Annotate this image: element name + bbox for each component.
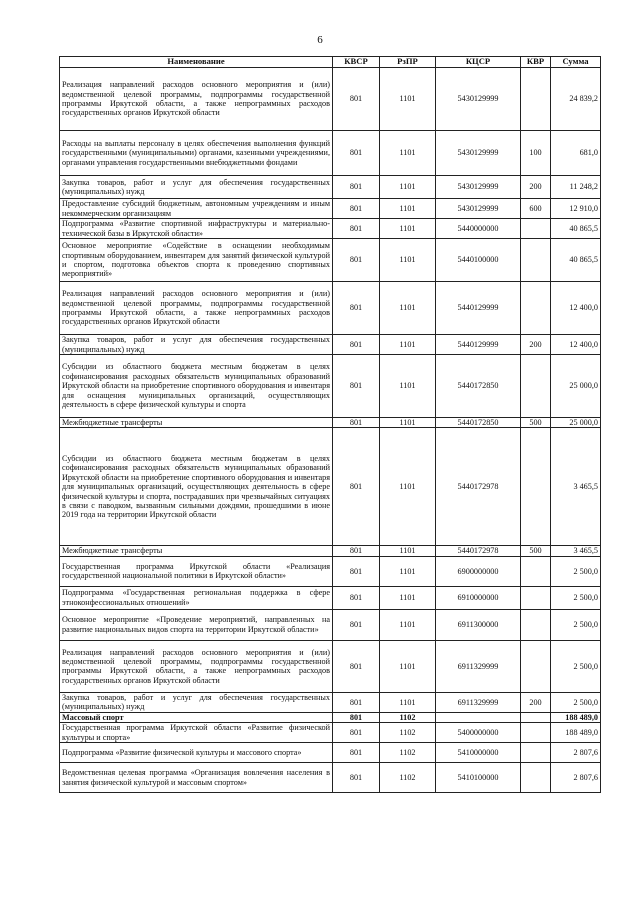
table-body bbox=[60, 68, 601, 793]
cell-kvr: 500 bbox=[521, 546, 551, 556]
cell-kvsr: 801 bbox=[333, 586, 380, 609]
cell-rzpr: 1101 bbox=[380, 428, 436, 546]
cell-kcsr: 5440100000 bbox=[436, 239, 521, 282]
table-row bbox=[60, 743, 601, 763]
header-name: Наименование bbox=[60, 57, 333, 68]
cell-rzpr: 1101 bbox=[380, 131, 436, 176]
cell-rzpr: 1102 bbox=[380, 743, 436, 763]
cell-kcsr: 5400000000 bbox=[436, 723, 521, 743]
cell-kcsr: 5440000000 bbox=[436, 219, 521, 239]
table-row bbox=[60, 640, 601, 692]
cell-name: Закупка товаров, работ и услуг для обеспечения государственных (муниципальных) нужд bbox=[60, 176, 333, 199]
cell-kvr: 200 bbox=[521, 176, 551, 199]
cell-sum: 25 000,0 bbox=[551, 418, 601, 428]
cell-kvsr: 801 bbox=[333, 335, 380, 355]
cell-kcsr: 5430129999 bbox=[436, 199, 521, 219]
table-row bbox=[60, 219, 601, 239]
cell-kvsr: 801 bbox=[333, 219, 380, 239]
cell-kvr bbox=[521, 723, 551, 743]
cell-name: Подпрограмма «Развитие спортивной инфраструктуры и материально- технической базы в Иркутской области» bbox=[60, 219, 333, 239]
header-kvr: КВР bbox=[521, 57, 551, 68]
cell-kvsr: 801 bbox=[333, 640, 380, 692]
table-row bbox=[60, 546, 601, 556]
cell-rzpr: 1101 bbox=[380, 692, 436, 712]
cell-kcsr: 6911329999 bbox=[436, 640, 521, 692]
header-kcsr: КЦСР bbox=[436, 57, 521, 68]
cell-kvr bbox=[521, 556, 551, 586]
cell-kcsr: 6911300000 bbox=[436, 609, 521, 640]
cell-rzpr: 1101 bbox=[380, 355, 436, 418]
cell-kvr: 600 bbox=[521, 199, 551, 219]
cell-sum: 40 865,5 bbox=[551, 219, 601, 239]
cell-rzpr: 1101 bbox=[380, 176, 436, 199]
cell-kcsr: 5440129999 bbox=[436, 282, 521, 335]
cell-sum: 2 807,6 bbox=[551, 743, 601, 763]
cell-name: Основное мероприятие «Содействие в оснащении необходимым спортивным оборудованием, инвентарем для занятий физической культурой и спортом, подготовка объектов спорта к проведению спортивных мероприятий» bbox=[60, 239, 333, 282]
cell-kcsr bbox=[436, 712, 521, 722]
table-row bbox=[60, 692, 601, 712]
cell-kvsr: 801 bbox=[333, 743, 380, 763]
cell-name: Межбюджетные трансферты bbox=[60, 418, 333, 428]
cell-kcsr: 5430129999 bbox=[436, 131, 521, 176]
table-row bbox=[60, 355, 601, 418]
cell-kcsr: 5410100000 bbox=[436, 763, 521, 793]
cell-kvsr: 801 bbox=[333, 428, 380, 546]
cell-kvsr: 801 bbox=[333, 763, 380, 793]
cell-name: Закупка товаров, работ и услуг для обеспечения государственных (муниципальных) нужд bbox=[60, 692, 333, 712]
cell-name: Предоставление субсидий бюджетным, автономным учреждениям и иным некоммерческим организациям bbox=[60, 199, 333, 219]
cell-rzpr: 1102 bbox=[380, 712, 436, 722]
cell-rzpr: 1101 bbox=[380, 219, 436, 239]
cell-sum: 2 500,0 bbox=[551, 609, 601, 640]
cell-rzpr: 1102 bbox=[380, 723, 436, 743]
table-row bbox=[60, 556, 601, 586]
cell-kvr: 200 bbox=[521, 692, 551, 712]
cell-kvr bbox=[521, 712, 551, 722]
cell-sum: 12 910,0 bbox=[551, 199, 601, 219]
table-row bbox=[60, 712, 601, 722]
cell-kvr bbox=[521, 239, 551, 282]
cell-name: Реализация направлений расходов основного мероприятия и (или) ведомственной целевой программы, подпрограммы государственной программы Иркутской области, а также непрограммных расходов государственных органов Иркутской области bbox=[60, 640, 333, 692]
cell-rzpr: 1101 bbox=[380, 239, 436, 282]
cell-name: Подпрограмма «Государственная региональная поддержка в сфере этноконфессиональных отношений» bbox=[60, 586, 333, 609]
table-row bbox=[60, 239, 601, 282]
cell-sum: 2 807,6 bbox=[551, 763, 601, 793]
cell-rzpr: 1101 bbox=[380, 556, 436, 586]
cell-rzpr: 1101 bbox=[380, 586, 436, 609]
cell-kvr bbox=[521, 640, 551, 692]
cell-kvsr: 801 bbox=[333, 556, 380, 586]
cell-kcsr: 5440129999 bbox=[436, 335, 521, 355]
cell-sum: 2 500,0 bbox=[551, 586, 601, 609]
table-row bbox=[60, 131, 601, 176]
cell-rzpr: 1101 bbox=[380, 609, 436, 640]
cell-name: Массовый спорт bbox=[60, 712, 333, 722]
cell-sum: 12 400,0 bbox=[551, 282, 601, 335]
cell-sum: 25 000,0 bbox=[551, 355, 601, 418]
cell-name: Субсидии из областного бюджета местным бюджетам в целях софинансирования расходных обязательств муниципальных образований Иркутской области на приобретение спортивного оборудования и инвентаря для оснащения муниципальных организаций, осуществляющих деятельность в сфере физической культуры и спорта bbox=[60, 355, 333, 418]
cell-rzpr: 1101 bbox=[380, 199, 436, 219]
cell-sum: 12 400,0 bbox=[551, 335, 601, 355]
cell-sum: 24 839,2 bbox=[551, 68, 601, 131]
table-header-row bbox=[60, 57, 601, 68]
cell-sum: 40 865,5 bbox=[551, 239, 601, 282]
cell-rzpr: 1101 bbox=[380, 546, 436, 556]
cell-kcsr: 6900000000 bbox=[436, 556, 521, 586]
header-kvsr: КВСР bbox=[333, 57, 380, 68]
cell-rzpr: 1101 bbox=[380, 335, 436, 355]
cell-sum: 11 248,2 bbox=[551, 176, 601, 199]
cell-kvr bbox=[521, 282, 551, 335]
table-row bbox=[60, 282, 601, 335]
cell-name: Субсидии из областного бюджета местным бюджетам в целях софинансирования расходных обязательств муниципальных образований Иркутской области на приобретение спортивного оборудования и инвентаря для муниципальных организаций, осуществляющих деятельность в сфере физической культуры и спорта, пострадавших при чрезвычайных ситуациях в связи с паводком, вызванным сильными дождями, прошедшими в июне 2019 года на территории Иркутской области bbox=[60, 428, 333, 546]
cell-kvr bbox=[521, 586, 551, 609]
table-row bbox=[60, 586, 601, 609]
cell-kcsr: 5440172978 bbox=[436, 428, 521, 546]
table-row bbox=[60, 723, 601, 743]
cell-kcsr: 6910000000 bbox=[436, 586, 521, 609]
cell-kvsr: 801 bbox=[333, 239, 380, 282]
table-row bbox=[60, 176, 601, 199]
cell-kvr bbox=[521, 219, 551, 239]
cell-kvr: 500 bbox=[521, 418, 551, 428]
table-row bbox=[60, 609, 601, 640]
cell-kcsr: 5440172978 bbox=[436, 546, 521, 556]
cell-sum: 2 500,0 bbox=[551, 692, 601, 712]
cell-kvsr: 801 bbox=[333, 282, 380, 335]
table-row bbox=[60, 763, 601, 793]
cell-name: Основное мероприятие «Проведение мероприятий, направленных на развитие национальных видов спорта на территории Иркутской области» bbox=[60, 609, 333, 640]
cell-name: Государственная программа Иркутской области «Реализация государственной национальной политики в Иркутской области» bbox=[60, 556, 333, 586]
cell-rzpr: 1102 bbox=[380, 763, 436, 793]
cell-kcsr: 5410000000 bbox=[436, 743, 521, 763]
cell-kvr bbox=[521, 609, 551, 640]
table-row bbox=[60, 418, 601, 428]
cell-rzpr: 1101 bbox=[380, 640, 436, 692]
table-row bbox=[60, 199, 601, 219]
cell-kvr bbox=[521, 763, 551, 793]
cell-kcsr: 5430129999 bbox=[436, 176, 521, 199]
cell-kvsr: 801 bbox=[333, 131, 380, 176]
page-number: 6 bbox=[317, 34, 323, 46]
cell-name: Межбюджетные трансферты bbox=[60, 546, 333, 556]
cell-kvsr: 801 bbox=[333, 199, 380, 219]
cell-kvr bbox=[521, 355, 551, 418]
cell-kvr bbox=[521, 68, 551, 131]
cell-kvsr: 801 bbox=[333, 176, 380, 199]
cell-kvsr: 801 bbox=[333, 418, 380, 428]
cell-sum: 188 489,0 bbox=[551, 723, 601, 743]
cell-sum: 2 500,0 bbox=[551, 556, 601, 586]
header-rzpr: РзПР bbox=[380, 57, 436, 68]
cell-kvr bbox=[521, 743, 551, 763]
cell-name: Подпрограмма «Развитие физической культуры и массового спорта» bbox=[60, 743, 333, 763]
cell-sum: 3 465,5 bbox=[551, 428, 601, 546]
table-row bbox=[60, 428, 601, 546]
cell-kcsr: 5440172850 bbox=[436, 355, 521, 418]
cell-name: Реализация направлений расходов основного мероприятия и (или) ведомственной целевой программы, подпрограммы государственной программы Иркутской области, а также непрограммных расходов государственных органов Иркутской области bbox=[60, 68, 333, 131]
table-row bbox=[60, 335, 601, 355]
cell-name: Государственная программа Иркутской области «Развитие физической культуры и спорта» bbox=[60, 723, 333, 743]
cell-name: Ведомственная целевая программа «Организация вовлечения населения в занятия физической культурой и массовым спортом» bbox=[60, 763, 333, 793]
cell-kvsr: 801 bbox=[333, 712, 380, 722]
table-row bbox=[60, 68, 601, 131]
cell-kvsr: 801 bbox=[333, 692, 380, 712]
cell-rzpr: 1101 bbox=[380, 282, 436, 335]
cell-kvsr: 801 bbox=[333, 609, 380, 640]
cell-name: Реализация направлений расходов основного мероприятия и (или) ведомственной целевой программы, подпрограммы государственной программы Иркутской области, а также непрограммных расходов государственных органов Иркутской области bbox=[60, 282, 333, 335]
cell-kcsr: 6911329999 bbox=[436, 692, 521, 712]
cell-kvr: 200 bbox=[521, 335, 551, 355]
cell-kvsr: 801 bbox=[333, 546, 380, 556]
budget-table bbox=[59, 56, 601, 793]
cell-rzpr: 1101 bbox=[380, 418, 436, 428]
cell-kcsr: 5440172850 bbox=[436, 418, 521, 428]
cell-sum: 2 500,0 bbox=[551, 640, 601, 692]
cell-rzpr: 1101 bbox=[380, 68, 436, 131]
cell-kcsr: 5430129999 bbox=[436, 68, 521, 131]
cell-sum: 3 465,5 bbox=[551, 546, 601, 556]
cell-kvsr: 801 bbox=[333, 723, 380, 743]
cell-kvr bbox=[521, 428, 551, 546]
cell-kvr: 100 bbox=[521, 131, 551, 176]
cell-name: Расходы на выплаты персоналу в целях обеспечения выполнения функций государственными (муниципальными) органами, казенными учреждениями, органами управления государственными внебюджетными фондами bbox=[60, 131, 333, 176]
cell-sum: 681,0 bbox=[551, 131, 601, 176]
cell-name: Закупка товаров, работ и услуг для обеспечения государственных (муниципальных) нужд bbox=[60, 335, 333, 355]
cell-sum: 188 489,0 bbox=[551, 712, 601, 722]
cell-kvsr: 801 bbox=[333, 68, 380, 131]
cell-kvsr: 801 bbox=[333, 355, 380, 418]
header-sum: Сумма bbox=[551, 57, 601, 68]
